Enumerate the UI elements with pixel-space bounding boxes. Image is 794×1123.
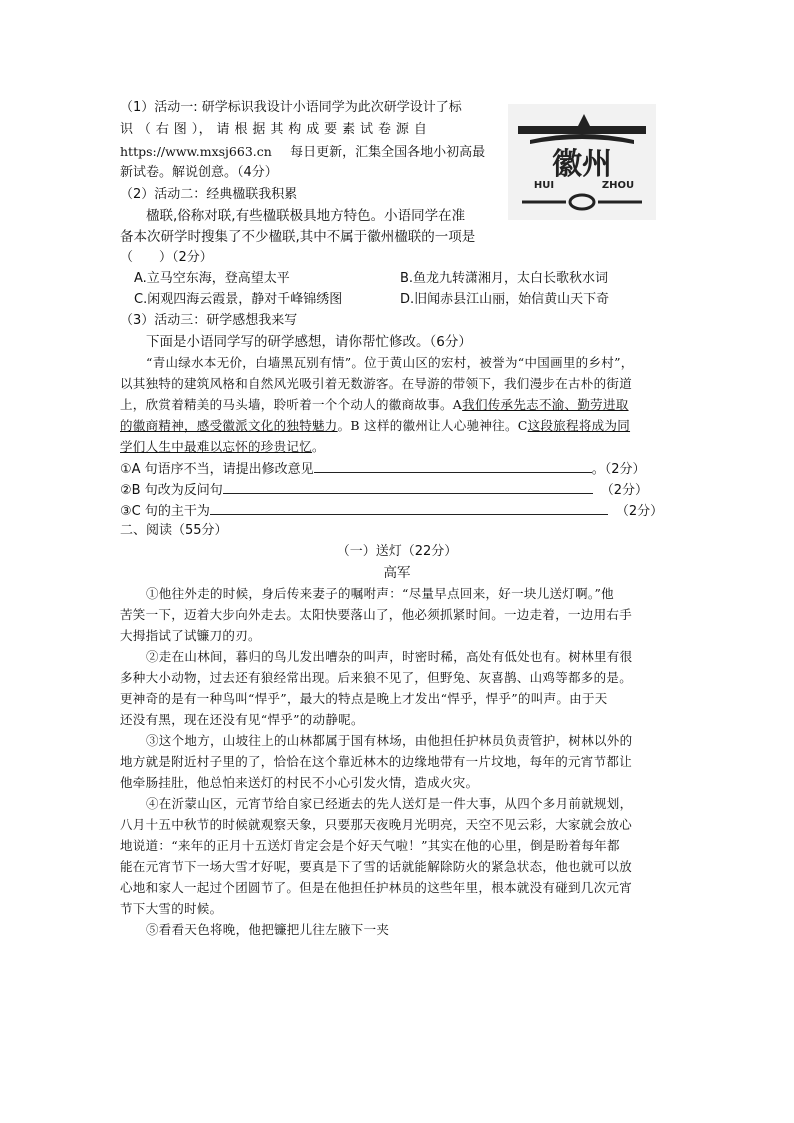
- q3-intro: 下面是小语同学写的研学感想，请你帮忙修改。（6分）: [146, 334, 472, 350]
- sub3-label: ③C 句的主干为: [120, 504, 210, 519]
- sub-question-3: [120, 500, 663, 522]
- section2-heading: 二、阅读（55分）: [120, 523, 228, 538]
- sub3-score: （2分）: [615, 504, 664, 519]
- q2-title: （2）活动二：经典楹联我积累: [120, 187, 298, 202]
- essay-line3-underlined: 我们传承先志不渝、勤劳进取: [462, 397, 629, 412]
- option-b: B.鱼龙九转潇湘月，太白长歌秋水词: [400, 271, 609, 286]
- story-author: 高军: [383, 565, 411, 581]
- q1-url: https://www.mxsj663.cn: [120, 144, 272, 159]
- p1-line3: 大拇指试了试镰刀的刃。: [120, 628, 261, 643]
- p4-line2: 八月十五中秋节的时候就观察天象，只要那天夜晚月光明亮，天空不见云彩，大家就会放心: [120, 817, 633, 832]
- p1-line2: 苦笑一下，迈着大步向外走去。太阳快要落山了，他必须抓紧时间。一边走着，一边用右手: [120, 607, 633, 622]
- sub1-label: ①A 句语序不当，请提出修改意见: [120, 462, 314, 477]
- sub1-score: 。（2分）: [591, 462, 646, 477]
- essay-line5-underlined: 学们人生中最难以忘怀的珍贵记忆: [120, 439, 313, 454]
- p4-line6: 节下大雪的时候。: [120, 901, 223, 916]
- p1-line1: ①他往外走的时候，身后传来妻子的嘱咐声：“尽量早点回来，好一块儿送灯啊。”他: [146, 586, 614, 601]
- essay-line4-underlined-2: 这段旅程将成为同: [527, 418, 631, 433]
- story-title: （一）送灯（22分）: [336, 544, 458, 559]
- p2-line3: 更神奇的是有一种鸟叫“悍乎”，最大的特点是晚上才发出“悍乎，悍乎”的叫声。由于天: [120, 691, 608, 706]
- q2-line1: 楹联,俗称对联,有些楹联极具地方特色。小语同学在准: [146, 208, 466, 224]
- p2-line4: 还没有黑，现在还没有见“悍乎”的动静呢。: [120, 712, 364, 727]
- sub1-answer-blank[interactable]: [314, 458, 592, 473]
- option-d: D.旧闻赤县江山丽，始信黄山天下奇: [400, 292, 610, 307]
- essay-line1: “青山绿水本无价，白墙黑瓦别有情”。位于黄山区的宏村，被誉为“中国画里的乡村”，: [146, 355, 634, 370]
- option-c: C.闲观四海云霞景，静对千峰锦绣图: [134, 292, 343, 307]
- sub-question-1: [120, 458, 645, 480]
- p2-line1: ②走在山林间，暮归的鸟儿发出嘈杂的叫声，时密时稀，高处有低处也有。树林里有很: [146, 649, 633, 664]
- essay-line2: 以其独特的建筑风格和自然风光吸引着无数游客。在导游的带领下，我们漫步在古朴的街道: [120, 376, 633, 391]
- essay-line4-text: 。B 这样的徽州让人心驰神往。C: [337, 418, 528, 433]
- essay-line3-text: 上，欣赏着精美的马头墙，聆听着一个个动人的徽商故事。A: [120, 397, 463, 412]
- logo-hui-text: HUI: [533, 180, 555, 191]
- q2-line2: 备本次研学时搜集了不少楹联,其中不属于徽州楹联的一项是: [120, 229, 476, 245]
- sub2-answer-blank[interactable]: [223, 479, 593, 494]
- q3-title: （3）活动三：研学感想我来写: [120, 313, 298, 328]
- q1-line3: [120, 142, 485, 163]
- p4-line1: ④在沂蒙山区，元宵节给自家已经逝去的先人送灯是一件大事，从四个多月前就规划，: [146, 796, 633, 811]
- p4-line4: 能在元宵节下一场大雪才好呢，要真是下了雪的话就能解除防火的紧急状态，他也就可以放: [120, 859, 633, 874]
- q1-line3-rest: 每日更新，汇集全国各地小初高最: [290, 145, 486, 160]
- p2-line2: 多种大小动物，过去还有狼经常出现。后来狼不见了，但野兔、灰喜鹊、山鸡等都多的是。: [120, 670, 633, 685]
- logo-characters: 徽州: [552, 147, 612, 182]
- sub-question-2: [120, 479, 648, 501]
- q1-line1: （1）活动一: 研学标识我设计小语同学为此次研学设计了标: [120, 100, 462, 115]
- logo-zhou-text: ZHOU: [601, 180, 635, 191]
- q1-line4: 新试卷。解说创意。（4分）: [120, 165, 278, 180]
- essay-line4-underlined: 的徽商精神，感受徽派文化的独特魅力: [120, 418, 338, 433]
- q2-paren: （ ）（2分）: [120, 250, 213, 265]
- p5-line1: ⑤看看天色将晚，他把镰把儿往左腋下一夹: [146, 922, 390, 937]
- essay-line5: [120, 437, 325, 457]
- p3-line2: 地方就是附近村子里的了，恰恰在这个靠近林木的边缘地带有一片坟地，每年的元宵节都让: [120, 754, 633, 769]
- p4-line5: 心地和家人一起过个团圆节了。但是在他担任护林员的这些年里，根本就没有碰到几次元宵: [120, 880, 633, 895]
- essay-line4: [120, 416, 630, 436]
- option-a: A.立马空东海，登高望太平: [134, 271, 290, 286]
- huizhou-logo: [508, 104, 656, 220]
- p4-line3: 地说道：“来年的正月十五送灯肯定会是个好天气啦！”其实在他的心里，倒是盼着每年都: [120, 838, 620, 853]
- p3-line1: ③这个地方，山坡往上的山林都属于国有林场，由他担任护林员负责管护，树林以外的: [146, 733, 633, 748]
- p3-line3: 他牵肠挂肚，他总怕来送灯的村民不小心引发火情，造成火灾。: [120, 775, 479, 790]
- sub2-score: （2分）: [600, 483, 648, 498]
- q1-line2: 识 （ 右 图 ）， 请 根 据 其 构 成 要 素 试 卷 源 自: [120, 122, 428, 137]
- essay-line3: [120, 395, 629, 415]
- essay-line5-text: 。: [312, 439, 325, 454]
- sub2-label: ②B 句改为反问句: [120, 483, 223, 498]
- sub3-answer-blank[interactable]: [210, 500, 608, 515]
